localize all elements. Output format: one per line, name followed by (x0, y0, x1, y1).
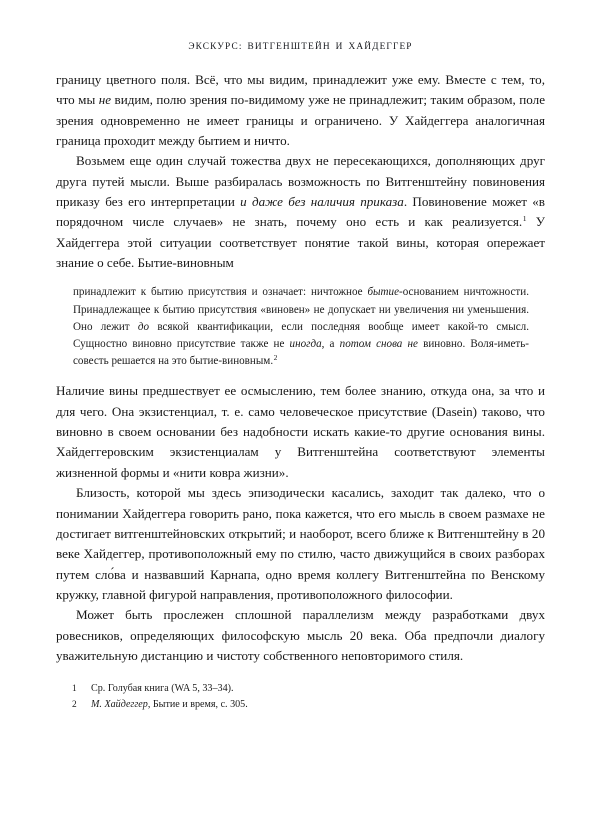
paragraph-1 (56, 70, 545, 151)
paragraph-1-emphasis-1: не (98, 92, 112, 108)
paragraph-2-segment-2: . Повиновение может «в порядочном числе случаев» не знать, почему оно есть и как реализуется. (56, 194, 545, 230)
blockquote (56, 284, 545, 370)
footnote-reference-1[interactable]: 1 (522, 214, 527, 224)
blockquote-emphasis-3: иногда (289, 338, 322, 351)
blockquote-segment-2: -основанием ничтожности. Принадлежащее к бытию присутствия «виновен» не допускает ни увеличения ни уменьшения. Оно лежит (73, 286, 529, 333)
footnote-number: 1 (72, 684, 77, 694)
footnote-1-segment-1: Ср. Голубая книга (WA 5, 33–34). (91, 683, 234, 694)
blockquote-emphasis-2: до (137, 320, 150, 333)
paragraph-1-segment-1: границу цветного поля. Всё, что мы видим, принадлежит уже ему. Вместе с тем, то, что мы (56, 72, 545, 108)
paragraph-2-segment-3: У Хайдеггера этой ситуации соответствует понятие такой вины, которая опережает знание о себе. Бытие-виновным (56, 214, 545, 271)
footnotes-section (72, 681, 532, 714)
footnote-2-author: М. Хайдеггер (91, 699, 148, 711)
footnote-text (91, 681, 532, 696)
paragraph-3-segment-2: ) таково, что виновно в своем основании без надобности искать какие-то другие основания вины. Хайдеггеровским экзистенциалам у Витгенштейна соответствуют элементы жизненной формы и «нити ковра жизни». (56, 403, 545, 480)
blockquote-segment-4: , а (321, 338, 340, 351)
paragraph-3-segment-1: Наличие вины предшествует ее осмыслению, тем более знанию, откуда она, за что и для чего. Она экзистенциал, т. е. само человеческое присутствие ( (56, 383, 545, 419)
paragraph-1-segment-2: видим, полю зрения по-видимому уже не принадлежит; таким образом, поле зрения одновременно не имеет границы и ограничено. У Хайдеггера аналогичная граница проходит между бытием и ничто. (56, 92, 545, 149)
blockquote-paragraph (73, 284, 529, 370)
footnote-text (91, 697, 532, 712)
blockquote-segment-3: всякой квантификации, если последняя вообще имеет какой-то смысл. Сущностно виновно присутствие также не (73, 320, 529, 351)
running-head: ЭКСКУРС: ВИТГЕНШТЕЙН И ХАЙДЕГГЕР (188, 42, 413, 52)
blockquote-emphasis-4: потом снова не (339, 338, 418, 351)
footnote-item (72, 681, 532, 697)
footnote-2-segment-1: , Бытие и время, с. 305. (147, 699, 248, 711)
paragraph-4: Близость, которой мы здесь эпизодически касались, заходит так далеко, что о понимании Хайдеггера говорить рано, пока кажется, что его мысль в своем размахе не достигает витгенштейновских открытий; и наоборот, всего ближе к Витгенштейну в 20 веке Хайдеггер, противоположный ему по стилю, часто движущийся в своих разборах путем сло́ва и назвавший Карнапа, одно время коллегу Витгенштейна по Венскому кружку, главной фигурой направления, противоположного философии. (56, 485, 545, 602)
paragraph-2-emphasis-1: и даже без наличия приказа (240, 194, 404, 210)
footnote-reference-2[interactable]: 2 (273, 352, 278, 362)
paragraph-5: Может быть прослежен сплошной параллелизм между разработками двух ровесников, определяющих философскую мысль 20 века. Оба предпочли диалогу уважительную дистанцию и чистоту собственного неповторимого стиля. (56, 607, 545, 663)
blockquote-segment-5: виновно. Воля-иметь-совесть решается на это бытие-виновным. (73, 338, 529, 368)
blockquote-emphasis-1: бытие (367, 286, 400, 299)
paragraph-2 (56, 151, 545, 273)
footnote-number: 2 (72, 700, 77, 711)
text-column (56, 70, 545, 666)
paragraph-2-segment-1: Возьмем еще один случай тожества двух не пересекающихся, дополняющих друг друга путей мысли. Выше разбиралась возможность по Витгенштейну повиновения приказу без его интерпретации (56, 153, 545, 210)
blockquote-segment-1: принадлежит к бытию присутствия и означает: ничтожное (73, 286, 368, 299)
footnote-item (72, 697, 532, 713)
paragraph-3-latin-term: Dasein (436, 403, 473, 419)
paragraph-3 (56, 381, 545, 483)
